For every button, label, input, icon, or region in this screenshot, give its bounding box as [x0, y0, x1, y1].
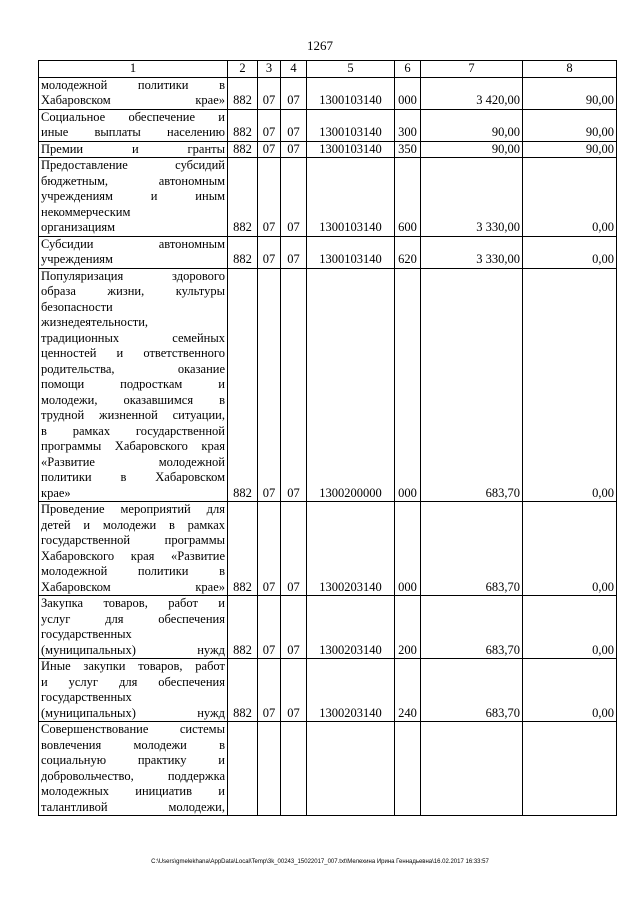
row-name-line: (муниципальных) нужд	[41, 642, 225, 657]
table-row	[39, 141, 617, 158]
row-name-line: талантливой молодежи,	[41, 799, 225, 814]
grbs-code-cell: 882	[228, 77, 258, 109]
expense-type-cell: 000	[395, 502, 421, 596]
amount-cell: 683,70	[421, 502, 523, 596]
budget-table	[38, 60, 617, 816]
row-name-cell	[39, 268, 228, 502]
row-name-line: Закупка товаров, работ и	[41, 596, 225, 610]
row-name-cell	[39, 659, 228, 722]
grbs-code-cell: 882	[228, 109, 258, 141]
subsection-code-cell: 07	[281, 236, 307, 268]
grbs-code-cell	[228, 722, 258, 816]
row-name-cell	[39, 109, 228, 141]
row-name-line: Совершенствование системы	[41, 722, 225, 736]
amount-cell: 0,00	[523, 502, 617, 596]
row-name-line: добровольчество, поддержка	[41, 768, 225, 783]
grbs-code-cell: 882	[228, 596, 258, 659]
amount-cell: 683,70	[421, 596, 523, 659]
section-code-cell: 07	[258, 158, 281, 237]
table-row	[39, 596, 617, 659]
amount-cell: 0,00	[523, 158, 617, 237]
amount-cell	[523, 722, 617, 816]
amount-cell: 0,00	[523, 596, 617, 659]
amount-cell: 3 330,00	[421, 158, 523, 237]
row-name-cell	[39, 77, 228, 109]
target-article-cell: 1300200000	[307, 268, 395, 502]
row-name-line: организациям	[41, 220, 116, 234]
row-name-line: детей и молодежи в рамках	[41, 517, 225, 532]
amount-cell: 90,00	[523, 141, 617, 158]
row-name-line: Хабаровского края «Развитие	[41, 548, 225, 563]
row-name-line: Премии и гранты	[41, 141, 225, 156]
grbs-code-cell: 882	[228, 236, 258, 268]
target-article-cell: 1300203140	[307, 596, 395, 659]
grbs-code-cell: 882	[228, 268, 258, 502]
row-name-line: крае»	[41, 485, 71, 500]
section-code-cell: 07	[258, 236, 281, 268]
row-name-line: родительства, оказание	[41, 361, 225, 376]
header-col-3: 3	[258, 61, 281, 78]
row-name-line: социальную практику и	[41, 753, 225, 767]
row-name-line: Хабаровском крае»	[41, 579, 225, 594]
row-name-line: и услуг для обеспечения	[41, 674, 225, 689]
expense-type-cell	[395, 722, 421, 816]
amount-cell: 683,70	[421, 268, 523, 502]
amount-cell: 0,00	[523, 659, 617, 722]
row-name-cell	[39, 502, 228, 596]
row-name-line: государственных	[41, 627, 132, 641]
grbs-code-cell: 882	[228, 659, 258, 722]
row-name-line: программы Хабаровского края	[41, 439, 225, 453]
row-name-line: государственных	[41, 690, 132, 704]
subsection-code-cell: 07	[281, 109, 307, 141]
row-name-cell	[39, 141, 228, 158]
section-code-cell: 07	[258, 502, 281, 596]
header-col-6: 6	[395, 61, 421, 78]
subsection-code-cell: 07	[281, 596, 307, 659]
row-name-cell	[39, 722, 228, 816]
row-name-line: молодежных инициатив и	[41, 784, 225, 798]
row-name-line: политики в Хабаровском	[41, 470, 225, 484]
row-name-line: молодежной политики в	[41, 77, 225, 92]
row-name-line: учреждениям и иным	[41, 189, 225, 203]
row-name-line: Хабаровском крае»	[41, 93, 225, 107]
expense-type-cell: 240	[395, 659, 421, 722]
target-article-cell: 1300103140	[307, 236, 395, 268]
amount-cell: 90,00	[421, 141, 523, 158]
row-name-line: Субсидии автономным	[41, 236, 225, 251]
row-name-line: молодежной политики в	[41, 564, 225, 578]
subsection-code-cell: 07	[281, 659, 307, 722]
amount-cell: 0,00	[523, 236, 617, 268]
page-number: 1267	[307, 38, 333, 53]
row-name-line: «Развитие молодежной	[41, 454, 225, 469]
target-article-cell: 1300103140	[307, 158, 395, 237]
expense-type-cell: 300	[395, 109, 421, 141]
row-name-line: образа жизни, культуры	[41, 284, 225, 298]
expense-type-cell: 620	[395, 236, 421, 268]
row-name-line: (муниципальных) нужд	[41, 705, 225, 720]
row-name-line: вовлечения молодежи в	[41, 737, 225, 752]
subsection-code-cell: 07	[281, 268, 307, 502]
expense-type-cell: 200	[395, 596, 421, 659]
header-col-8: 8	[523, 61, 617, 78]
subsection-code-cell: 07	[281, 141, 307, 158]
header-col-1: 1	[39, 61, 228, 78]
row-name-line: Проведение мероприятий для	[41, 502, 225, 516]
section-code-cell: 07	[258, 268, 281, 502]
row-name-line: безопасности	[41, 299, 113, 314]
row-name-line: некоммерческим	[41, 204, 131, 219]
row-name-line: традиционных семейных	[41, 330, 225, 345]
row-name-cell	[39, 596, 228, 659]
row-name-line: учреждениям	[41, 252, 113, 266]
row-name-line: жизнедеятельности,	[41, 315, 149, 329]
header-col-2: 2	[228, 61, 258, 78]
row-name-line: молодежи, оказавшимся в	[41, 392, 225, 407]
amount-cell	[421, 722, 523, 816]
target-article-cell: 1300103140	[307, 141, 395, 158]
section-code-cell: 07	[258, 141, 281, 158]
table-row	[39, 659, 617, 722]
expense-type-cell: 350	[395, 141, 421, 158]
row-name-line: помощи подросткам и	[41, 377, 225, 391]
target-article-cell	[307, 722, 395, 816]
table-row	[39, 109, 617, 141]
header-row	[39, 61, 617, 78]
grbs-code-cell: 882	[228, 141, 258, 158]
row-name-line: услуг для обеспечения	[41, 611, 225, 626]
subsection-code-cell: 07	[281, 502, 307, 596]
row-name-cell	[39, 236, 228, 268]
row-name-line: иные выплаты населению	[41, 125, 225, 139]
row-name-cell	[39, 158, 228, 237]
grbs-code-cell: 882	[228, 158, 258, 237]
table-row	[39, 158, 617, 237]
amount-cell: 3 420,00	[421, 77, 523, 109]
amount-cell: 90,00	[421, 109, 523, 141]
section-code-cell: 07	[258, 659, 281, 722]
header-col-5: 5	[307, 61, 395, 78]
amount-cell: 3 330,00	[421, 236, 523, 268]
expense-type-cell: 000	[395, 268, 421, 502]
amount-cell: 683,70	[421, 659, 523, 722]
target-article-cell: 1300103140	[307, 109, 395, 141]
subsection-code-cell: 07	[281, 77, 307, 109]
amount-cell: 90,00	[523, 77, 617, 109]
section-code-cell: 07	[258, 77, 281, 109]
subsection-code-cell: 07	[281, 158, 307, 237]
expense-type-cell: 000	[395, 77, 421, 109]
row-name-line: бюджетным, автономным	[41, 173, 225, 188]
row-name-line: Популяризация здорового	[41, 268, 225, 283]
target-article-cell: 1300103140	[307, 77, 395, 109]
amount-cell: 90,00	[523, 109, 617, 141]
target-article-cell: 1300203140	[307, 659, 395, 722]
footer-path: C:\Users\gmelekhana\AppData\Local\Temp\3k_00243_15022017_007.txt\Мелехина Ирина Геннадьевна\16.02.2017 16:33:57	[151, 859, 489, 865]
row-name-line: государственной программы	[41, 533, 225, 547]
row-name-line: Предоставление субсидий	[41, 158, 225, 172]
row-name-line: Социальное обеспечение и	[41, 109, 225, 124]
row-name-line: в рамках государственной	[41, 423, 225, 438]
table-row	[39, 722, 617, 816]
section-code-cell	[258, 722, 281, 816]
table-row	[39, 77, 617, 109]
table-body	[39, 77, 617, 816]
table-row	[39, 268, 617, 502]
row-name-line: Иные закупки товаров, работ	[41, 659, 225, 673]
row-name-line: трудной жизненной ситуации,	[41, 408, 225, 422]
target-article-cell: 1300203140	[307, 502, 395, 596]
table-row	[39, 236, 617, 268]
expense-type-cell: 600	[395, 158, 421, 237]
row-name-line: ценностей и ответственного	[41, 346, 225, 360]
header-col-7: 7	[421, 61, 523, 78]
section-code-cell: 07	[258, 109, 281, 141]
table-row	[39, 502, 617, 596]
amount-cell: 0,00	[523, 268, 617, 502]
subsection-code-cell	[281, 722, 307, 816]
section-code-cell: 07	[258, 596, 281, 659]
header-col-4: 4	[281, 61, 307, 78]
grbs-code-cell: 882	[228, 502, 258, 596]
